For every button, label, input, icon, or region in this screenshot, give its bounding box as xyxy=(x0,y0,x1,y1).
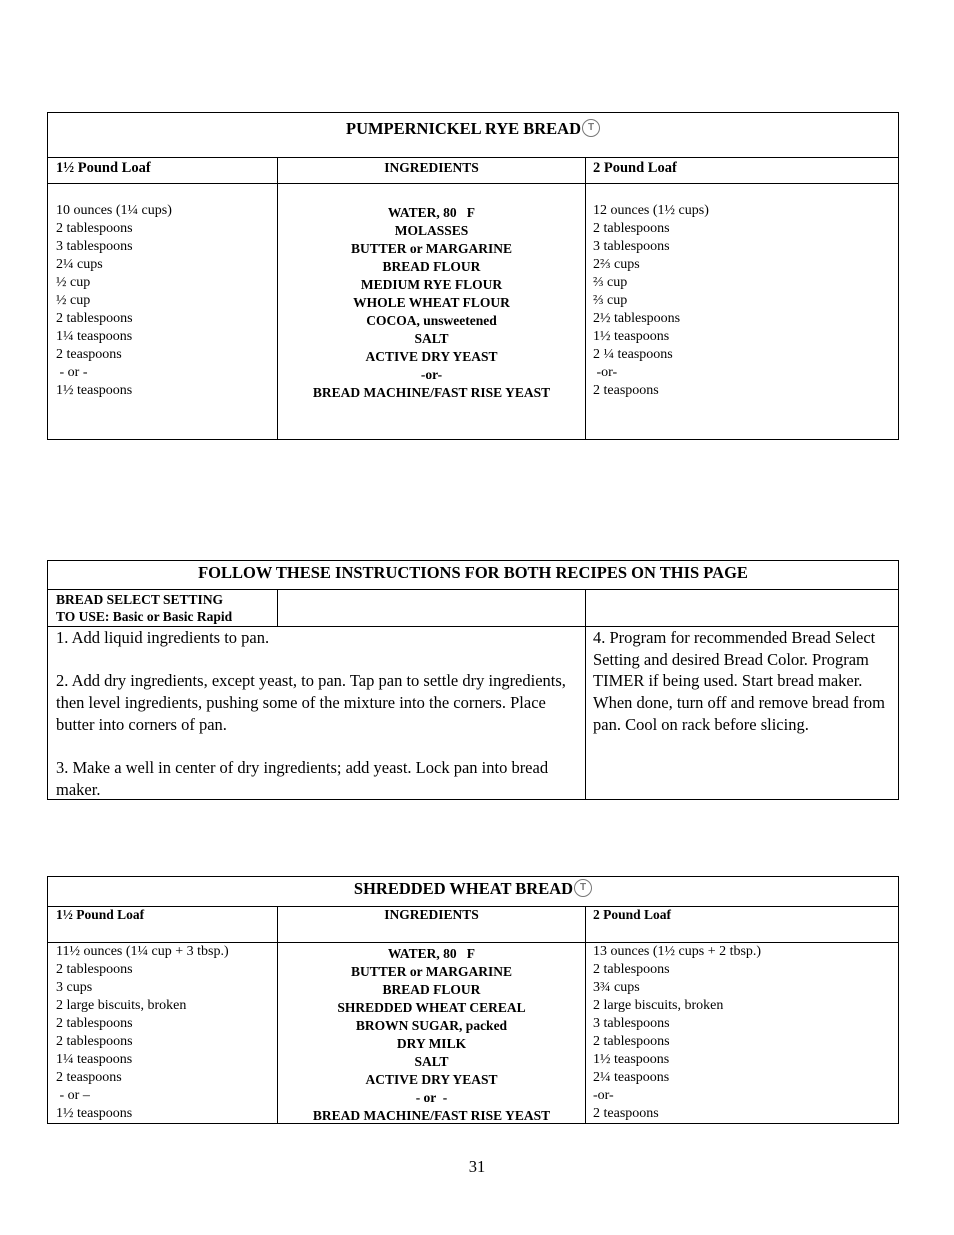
col-header-cell xyxy=(48,158,277,183)
amount: ⅔ cup xyxy=(593,275,628,290)
bread-select-setting: BREAD SELECT SETTING TO USE: Basic or Basic Rapid xyxy=(56,592,233,624)
ingredient: -or- xyxy=(420,367,443,382)
amount: 2 ¼ teaspoons xyxy=(593,347,673,362)
timer-icon: T xyxy=(582,119,600,137)
ingredient: BROWN SUGAR, packed xyxy=(355,1018,508,1033)
amount: 2 tablespoons xyxy=(56,221,133,236)
col-header-ingredients: INGREDIENTS xyxy=(384,907,479,922)
ingredient: DRY MILK xyxy=(396,1036,467,1051)
amount: 3 tablespoons xyxy=(593,1016,670,1031)
recipe-title-row xyxy=(48,113,898,158)
ingredient: BUTTER or MARGARINE xyxy=(350,964,512,979)
amount: 3 cups xyxy=(56,980,93,995)
amount: 2 teaspoons xyxy=(593,383,659,398)
pumpernickel-recipe-table xyxy=(47,112,899,440)
amount: -or- xyxy=(593,1088,614,1103)
amount: 2 teaspoons xyxy=(593,1106,659,1121)
col-header-cell xyxy=(277,158,585,183)
amount: 13 ounces (1½ cups + 2 tbsp.) xyxy=(593,944,762,959)
setting-cell xyxy=(48,590,277,626)
ingredient: BREAD MACHINE/FAST RISE YEAST xyxy=(312,385,551,400)
steps-right-cell xyxy=(585,627,898,799)
amount: ½ cup xyxy=(56,293,91,308)
recipe-title: PUMPERNICKEL RYE BREAD T xyxy=(48,119,898,139)
amount: 2 teaspoons xyxy=(56,1070,122,1085)
col-header-ingredients: INGREDIENTS xyxy=(384,160,479,175)
ingredients-cell xyxy=(277,943,585,1123)
ingredient: BUTTER or MARGARINE xyxy=(350,241,512,256)
col-header-large-loaf: 2 Pound Loaf xyxy=(593,160,677,176)
ingredient-list xyxy=(278,945,585,1125)
col-header-cell xyxy=(277,907,585,942)
ingredient: BREAD FLOUR xyxy=(382,259,481,274)
page-number: 31 xyxy=(468,1157,486,1176)
small-loaf-amounts xyxy=(56,202,172,400)
amount: 1½ teaspoons xyxy=(56,383,133,398)
steps-left-cell xyxy=(48,627,585,799)
instruction-step: 4. Program for recommended Bread Select Setting and desired Bread Color. Program TIMER if being used. Start bread maker. When done, turn off and remove bread from pan. Cool on rack before slicing. xyxy=(593,628,886,734)
steps-row xyxy=(48,627,898,799)
small-loaf-cell xyxy=(48,184,277,439)
amount: 10 ounces (1¼ cups) xyxy=(56,203,172,218)
instructions-title-row xyxy=(48,561,898,590)
amount: 2¼ cups xyxy=(56,257,103,272)
amount: 2 large biscuits, broken xyxy=(56,998,187,1013)
recipe-title: SHREDDED WHEAT BREAD T xyxy=(48,879,898,899)
large-loaf-amounts xyxy=(593,202,709,400)
ingredient: SHREDDED WHEAT CEREAL xyxy=(337,1000,526,1015)
col-header-cell xyxy=(585,907,898,942)
amount: 2 tablespoons xyxy=(56,311,133,326)
large-loaf-cell xyxy=(585,184,898,439)
amount: 2 large biscuits, broken xyxy=(593,998,724,1013)
column-header-row xyxy=(48,907,898,943)
ingredient: MEDIUM RYE FLOUR xyxy=(360,277,503,292)
amount: -or- xyxy=(593,365,618,380)
ingredient: WHOLE WHEAT FLOUR xyxy=(353,295,510,310)
timer-icon: T xyxy=(574,879,592,897)
large-loaf-cell xyxy=(585,943,898,1123)
amount: 2 tablespoons xyxy=(56,1034,133,1049)
amount: 3 tablespoons xyxy=(593,239,670,254)
amount: 2 tablespoons xyxy=(56,1016,133,1031)
amount: - or - xyxy=(56,365,88,380)
ingredient: COCOA, unsweetened xyxy=(366,313,497,328)
amount: 3 tablespoons xyxy=(56,239,133,254)
empty-cell xyxy=(585,590,898,626)
ingredients-row xyxy=(48,184,898,439)
ingredient: BREAD MACHINE/FAST RISE YEAST xyxy=(312,1108,551,1123)
column-header-row xyxy=(48,158,898,184)
instruction-step: 1. Add liquid ingredients to pan. xyxy=(56,628,270,647)
amount: 2⅔ cups xyxy=(593,257,640,272)
ingredients-row xyxy=(48,943,898,1123)
amount: 1¼ teaspoons xyxy=(56,1052,133,1067)
ingredient: SALT xyxy=(414,331,449,346)
setting-row xyxy=(48,590,898,627)
amount: 3¾ cups xyxy=(593,980,640,995)
amount: 12 ounces (1½ cups) xyxy=(593,203,709,218)
ingredient: SALT xyxy=(414,1054,449,1069)
amount: 1½ teaspoons xyxy=(593,1052,670,1067)
large-loaf-amounts xyxy=(593,943,761,1123)
instruction-step: 3. Make a well in center of dry ingredients; add yeast. Lock pan into bread maker. xyxy=(56,758,549,799)
amount: ⅔ cup xyxy=(593,293,628,308)
amount: 2 tablespoons xyxy=(593,221,670,236)
instructions-table xyxy=(47,560,899,800)
amount: 2½ tablespoons xyxy=(593,311,681,326)
amount: 2¼ teaspoons xyxy=(593,1070,670,1085)
amount: 1½ teaspoons xyxy=(56,1106,133,1121)
ingredient: MOLASSES xyxy=(394,223,469,238)
amount: - or – xyxy=(56,1088,90,1103)
amount: 1½ teaspoons xyxy=(593,329,670,344)
amount: 1¼ teaspoons xyxy=(56,329,133,344)
ingredient: WATER, 80 F xyxy=(387,946,476,961)
instructions-title: FOLLOW THESE INSTRUCTIONS FOR BOTH RECIPES ON THIS PAGE xyxy=(198,563,748,582)
small-loaf-cell xyxy=(48,943,277,1123)
ingredient: - or - xyxy=(415,1090,448,1105)
instruction-step: 2. Add dry ingredients, except yeast, to pan. Tap pan to settle dry ingredients, then level ingredients, pushing some of the mixture into the corners. Place butter into corners of pan. xyxy=(56,671,566,734)
col-header-large-loaf: 2 Pound Loaf xyxy=(593,907,672,922)
steps-1-3 xyxy=(56,627,576,801)
ingredient: ACTIVE DRY YEAST xyxy=(365,349,498,364)
amount: 2 tablespoons xyxy=(593,1034,670,1049)
ingredient: BREAD FLOUR xyxy=(382,982,481,997)
col-header-cell xyxy=(585,158,898,183)
small-loaf-amounts xyxy=(56,943,229,1123)
amount: ½ cup xyxy=(56,275,91,290)
amount: 2 tablespoons xyxy=(593,962,670,977)
amount: 11½ ounces (1¼ cup + 3 tbsp.) xyxy=(56,944,229,959)
step-4 xyxy=(593,627,895,736)
ingredients-cell xyxy=(277,184,585,439)
col-header-small-loaf: 1½ Pound Loaf xyxy=(56,160,151,176)
col-header-cell xyxy=(48,907,277,942)
ingredient: WATER, 80 F xyxy=(387,205,476,220)
empty-cell xyxy=(277,590,585,626)
recipe-title-row xyxy=(48,877,898,907)
amount: 2 tablespoons xyxy=(56,962,133,977)
amount: 2 teaspoons xyxy=(56,347,122,362)
col-header-small-loaf: 1½ Pound Loaf xyxy=(56,907,145,922)
shredded-wheat-recipe-table xyxy=(47,876,899,1124)
ingredient: ACTIVE DRY YEAST xyxy=(365,1072,498,1087)
ingredient-list xyxy=(278,204,585,402)
